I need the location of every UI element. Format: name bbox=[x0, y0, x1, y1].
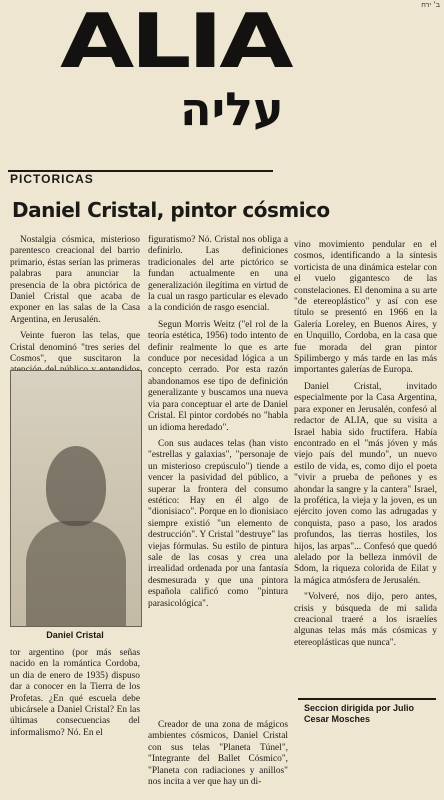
column-2 bbox=[148, 235, 288, 710]
paragraph: Nostalgia cósmica, misterioso parentesco creacional del barrio primario, éstas serían las primeras palabras para anunciar la presencia de la obra pictórica de Daniel Cristal que acaba de exponer en las salas de la Casa Argentina, en Jerusalén. bbox=[10, 235, 140, 325]
paragraph: vino movimiento pendular en el cosmos, identificando a la síntesis vorticista de una dinámica estelar con el vuelo gigantesco de las constelaciones. El denomina a su arte "de etereoplástico" y así con ese título se presentó en 1966 en la Galería Loreley, en Buenos Aires, y en Unquillo, Cordoba, en la casa que fue morada del gran pintor Spilimbergo y más tarde en las más importantes galerías de Europa. bbox=[294, 240, 437, 376]
column-1 bbox=[10, 235, 140, 367]
paragraph: Veinte fueron las telas, que Cristal denominó "tres series del Cosmos", que suscitaron la bbox=[10, 331, 140, 365]
column-2-continued bbox=[148, 720, 288, 796]
column-1-continued bbox=[10, 648, 140, 796]
corner-text-right: ב׳ ירח bbox=[421, 2, 440, 9]
section-credit: Seccion dirigida por Julio Cesar Mosches bbox=[304, 703, 415, 724]
photo-caption: Daniel Cristal bbox=[46, 630, 104, 640]
masthead-hebrew-title: עליה bbox=[180, 82, 284, 136]
paragraph: figuratismo? Nó. Cristal nos obliga a definirlo. Las definiciones tradicionales del arte pictórico se fundan actualmente en una generalización ilegítima en virtud de la cual un rasgo particular es elevado a la condición de rasgo esencial. bbox=[148, 235, 288, 314]
photo-body-shape bbox=[26, 521, 126, 626]
paragraph: Daniel Cristal, invitado especialmente por la Casa Argentina, para exponer en Jerusalén, confesó al redactor de ALIA, que su visita a Israel habia sido fructífera. Había encontrado en el "más jóven y más viejo país del mundo", un nuevo estilo de vida, es, como dijo el poeta "vivir a prueba de peñones y es ahondar la sangre y la cantera" Israel, la profética, la vieja y la joven, es un ejército joven como las adrugadas y conquista, paso a paso, los arados profundos, las tierras hostiles, los hijos, las arpas"... Confesó que quedó alelado por la belleza inmóvil de Sdom, la riqueza colorida de Eilat y la mágica atmósfera de Jerusalén. bbox=[294, 381, 437, 586]
artist-photo bbox=[10, 370, 142, 627]
masthead-title: ALIA bbox=[60, 0, 290, 86]
photo-face-shape bbox=[46, 446, 106, 526]
article-headline: Daniel Cristal, pintor cósmico bbox=[12, 198, 330, 222]
section-label: PICTORICAS bbox=[10, 172, 94, 186]
paragraph: Segun Morris Weitz ("el rol de la teoría estética, 1956) todo intento de definir realmente lo que es arte conduce por necesidad lógica a un concepto cerrado. Por esta razón abandonamos ese tipo de definición generalizante y buscamos una nueva via para conceptuar el arte de Daniel Cristal. El pintor cordobés no "habla un idioma heredado". bbox=[148, 319, 288, 433]
credit-rule bbox=[298, 698, 436, 700]
column-3 bbox=[294, 240, 437, 692]
paragraph: tor argentino (por más señas nacido en la romántica Cordoba, un dia de enero de 1935) dispuso dar a conocer en la Tierra de los Profetas. ¿En qué escuela debe ubicársele a Daniel Cristal? En las últimas consecuencias del informalismo? Nó. En el bbox=[10, 648, 140, 738]
masthead bbox=[60, 0, 390, 154]
paragraph: Creador de una zona de mágicos ambientes cósmicos, Daniel Cristal con sus telas "Planeta Túnel", "Integrante del Ballet Cósmico", "Planeta con radiaciones y anillos" nos incita a ver que hay un di- bbox=[148, 720, 288, 788]
paragraph: Con sus audaces telas (han visto "estrellas y galaxias", "personaje de un misterioso crepúsculo") tiende a vencer la pasividad del público, a superar la frontera del consumo estético: Hay en él algo de "dionisiaco". Porque en lo dionisiaco siempre existió "un elemento de destrucción". Y Cristal "destruye" las viejas fórmulas. Su estilo de pintura sale de las cosas y crea una irrealidad ordenada por una fantasía desmesurada y que una pintora española calificó como "pintura parasicológica". bbox=[148, 438, 288, 609]
paragraph: "Volveré, nos dijo, pero antes, crisis y búsqueda de mi salida creacional traeré a los israelíes algunas telas más más cósmicas y etereoplásticas que nunca". bbox=[294, 592, 437, 648]
